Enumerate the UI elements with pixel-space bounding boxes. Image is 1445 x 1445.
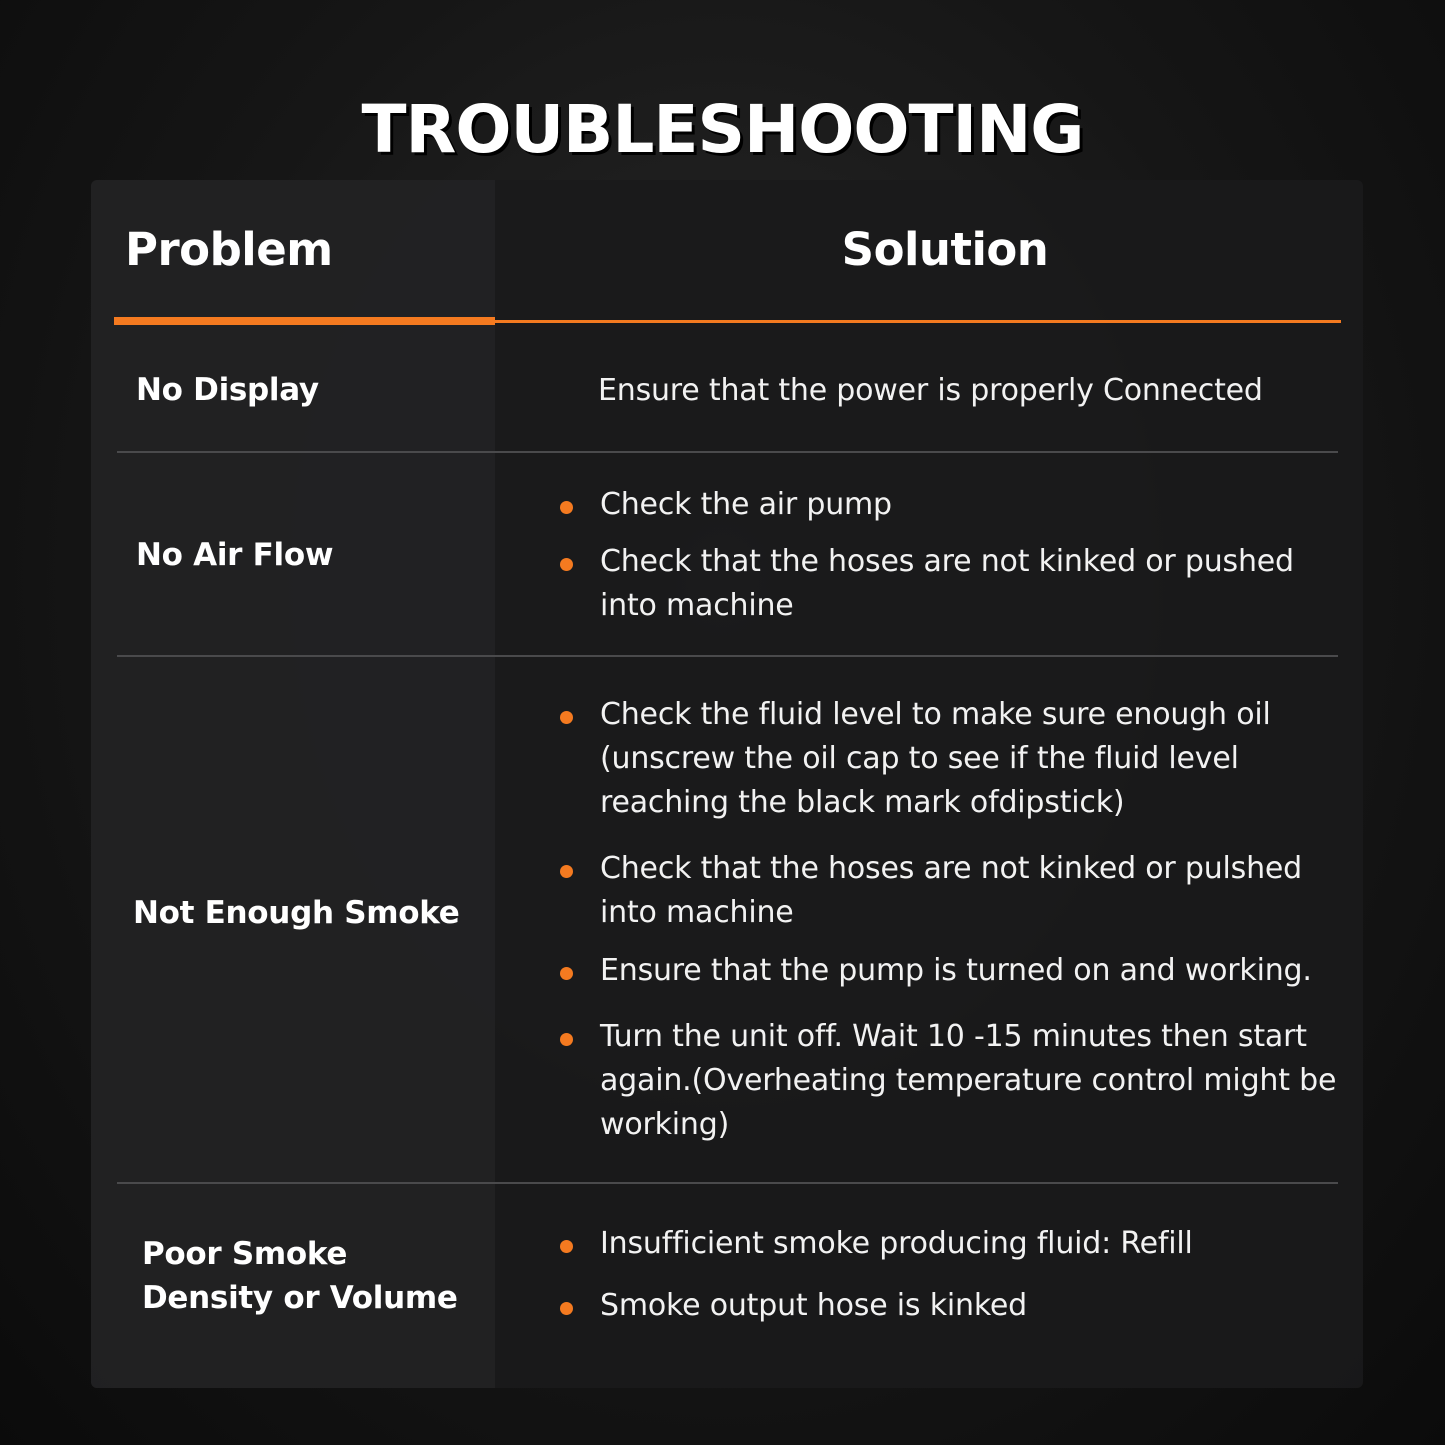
list-item — [556, 1015, 1341, 1147]
solution-bullet-text: Check that the hoses are not kinked or pushed into machine — [600, 544, 1294, 623]
solution-list-no-air-flow — [556, 483, 1341, 628]
list-item — [556, 847, 1341, 935]
bullet-dot-icon — [560, 711, 573, 724]
solution-bullet-text: Check the air pump — [600, 487, 892, 522]
problem-no-air-flow: No Air Flow — [136, 537, 334, 573]
problem-no-display: No Display — [136, 372, 319, 408]
solution-bullet-text: Smoke output hose is kinked — [600, 1288, 1028, 1323]
header-problem: Problem — [125, 223, 333, 276]
solution-list-poor-smoke-density — [556, 1222, 1341, 1328]
list-item — [556, 949, 1341, 993]
solution-list-not-enough-smoke — [556, 693, 1341, 1147]
troubleshooting-table — [91, 180, 1363, 1388]
problem-column-background — [91, 180, 495, 1388]
bullet-dot-icon — [560, 501, 573, 514]
bullet-dot-icon — [560, 558, 573, 571]
bullet-dot-icon — [560, 1302, 573, 1315]
problem-not-enough-smoke: Not Enough Smoke — [133, 895, 460, 931]
bullet-dot-icon — [560, 1033, 573, 1046]
header-underline-problem — [114, 317, 495, 325]
solution-bullet-text: Ensure that the pump is turned on and working. — [600, 953, 1312, 988]
solution-bullet-text: Check the fluid level to make sure enough oil (unscrew the oil cap to see if the fluid level reaching the black mark ofdipstick) — [600, 697, 1271, 820]
page-title: TROUBLESHOOTING — [361, 91, 1084, 169]
list-item — [556, 1284, 1341, 1328]
row-divider — [117, 655, 1338, 657]
list-item — [556, 1222, 1341, 1266]
row-divider — [117, 451, 1338, 453]
list-item — [556, 693, 1341, 825]
bullet-dot-icon — [560, 865, 573, 878]
solution-bullet-text: Turn the unit off. Wait 10 -15 minutes then start again.(Overheating temperature control might be working) — [600, 1019, 1337, 1142]
bullet-dot-icon — [560, 967, 573, 980]
row-divider — [117, 1182, 1338, 1184]
list-item — [556, 540, 1341, 628]
solution-bullet-text: Insufficient smoke producing fluid: Refill — [600, 1226, 1193, 1261]
problem-poor-smoke-density: Poor Smoke Density or Volume — [142, 1236, 458, 1316]
bullet-dot-icon — [560, 1240, 573, 1253]
list-item — [556, 483, 1341, 527]
header-solution: Solution — [841, 223, 1049, 276]
solution-no-display: Ensure that the power is properly Connected — [598, 373, 1263, 408]
solution-bullet-text: Check that the hoses are not kinked or pulshed into machine — [600, 851, 1303, 930]
